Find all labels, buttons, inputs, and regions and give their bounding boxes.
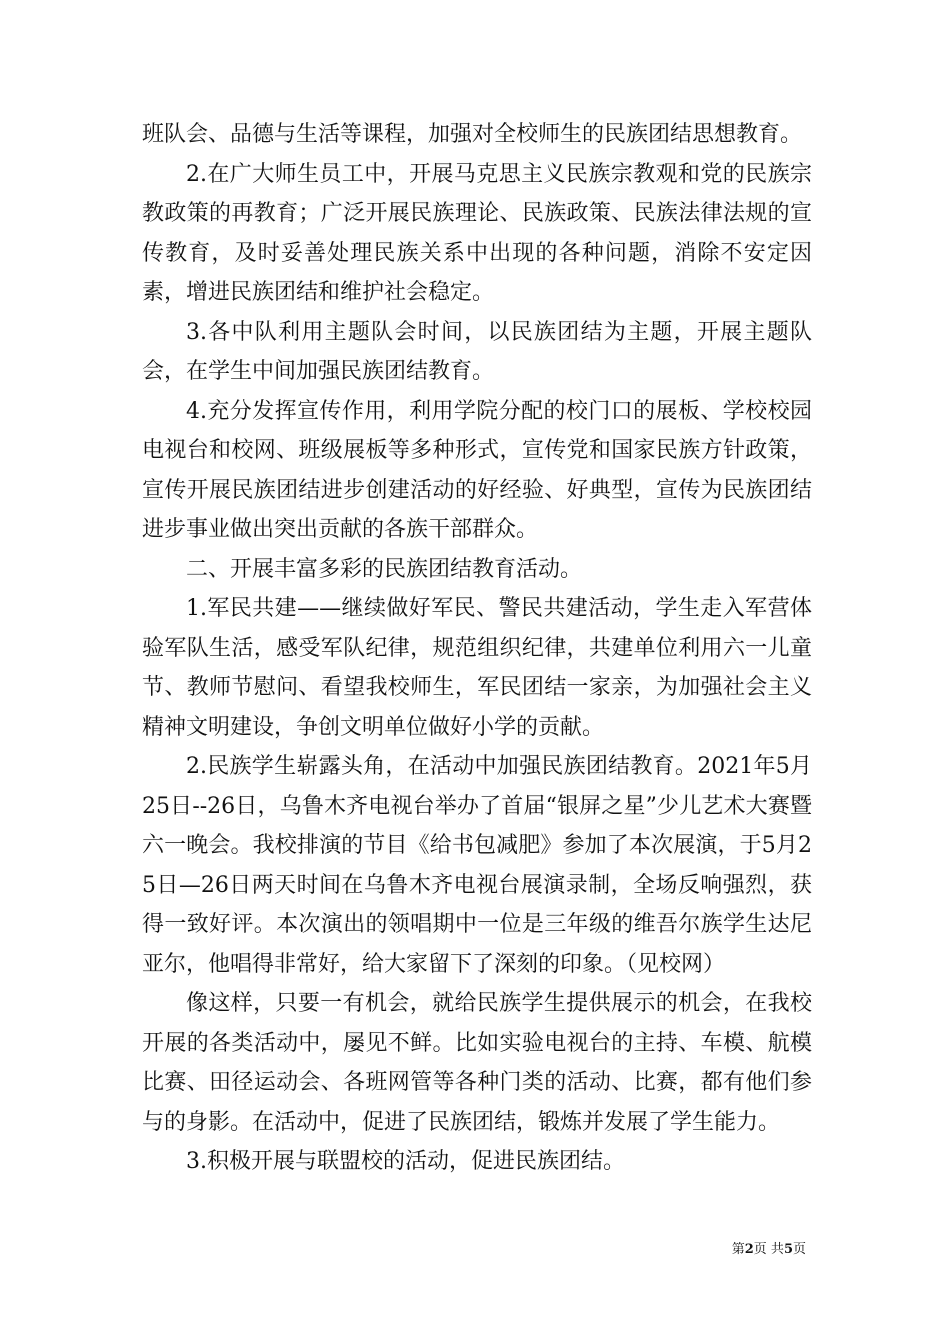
paragraph-1: 班队会、品德与生活等课程，加强对全校师生的民族团结思想教育。 xyxy=(142,122,803,147)
paragraph-9: 3.积极开展与联盟校的活动，促进民族团结。 xyxy=(186,1149,625,1174)
paragraph-8: 像这样，只要一有机会，就给民族学生提供展示的机会，在我校开展的各类活动中，屡见不鲜。比如实验电视台的主持、车模、航模比赛、田径运动会、各班网管等各种门类的活动、比赛，都有他们参与的身影。在活动中，促进了民族团结，锻炼并发展了学生能力。 xyxy=(142,991,812,1135)
footer-suffix: 页 xyxy=(792,1242,806,1257)
paragraph-3: 3.各中队利用主题队会时间，以民族团结为主题，开展主题队会，在学生中间加强民族团结教育。 xyxy=(142,319,812,384)
paragraph-6: 1.军民共建——继续做好军民、警民共建活动，学生走入军营体验军队生活，感受军队纪律，规范组织纪律，共建单位利用六一儿童节、教师节慰问、看望我校师生，军民团结一家亲，为加强社会主义精神文明建设，争创文明单位做好小学的贡献。 xyxy=(142,596,812,740)
footer-prefix: 第 xyxy=(731,1242,745,1257)
total-pages-number: 5 xyxy=(783,1242,793,1257)
section-heading: 二、开展丰富多彩的民族团结教育活动。 xyxy=(186,556,583,582)
paragraph-4: 4.充分发挥宣传作用，利用学院分配的校门口的展板、学校校园电视台和校网、班级展板等多种形式，宣传党和国家民族方针政策，宣传开展民族团结进步创建活动的好经验、好典型，宣传为民族团结进步事业做出突出贡献的各族干部群众。 xyxy=(142,398,812,542)
document-body xyxy=(142,115,812,1182)
paragraph-7: 2.民族学生崭露头角，在活动中加强民族团结教育。2021年5月25日--26日，乌鲁木齐电视台举办了首届“银屏之星”少儿艺术大赛暨六一晚会。我校排演的节目《给书包减肥》参加了本次展演，于5月25日—26日两天时间在乌鲁木齐电视台展演录制，全场反响强烈，获得一致好评。本次演出的领唱期中一位是三年级的维吾尔族学生达尼亚尔，他唱得非常好，给大家留下了深刻的印象。（见校网） xyxy=(142,754,812,977)
current-page-number: 2 xyxy=(744,1242,754,1257)
paragraph-2: 2.在广大师生员工中，开展马克思主义民族宗教观和党的民族宗教政策的再教育；广泛开展民族理论、民族政策、民族法律法规的宣传教育，及时妥善处理民族关系中出现的各种问题，消除不安定因素，增进民族团结和维护社会稳定。 xyxy=(142,161,812,305)
page-footer xyxy=(732,1242,806,1258)
footer-middle: 页 共 xyxy=(753,1242,784,1257)
